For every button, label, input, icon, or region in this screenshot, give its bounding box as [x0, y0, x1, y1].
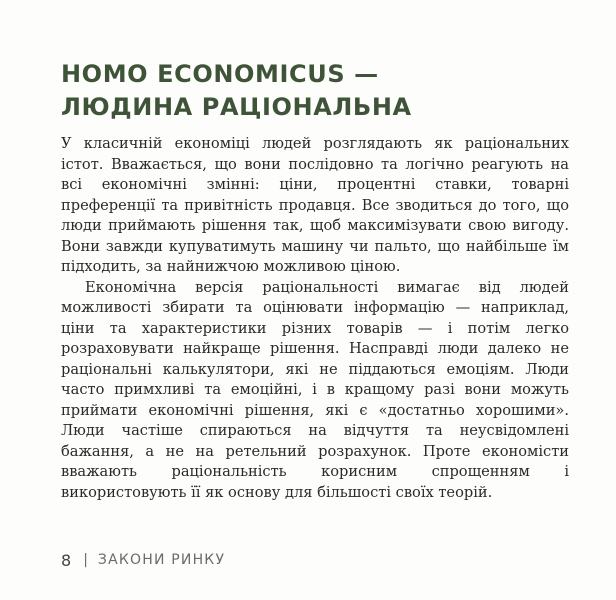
running-section-title: ЗАКОНИ РИНКУ [97, 552, 226, 568]
page-footer [61, 549, 225, 571]
paragraph-2: Економічна версія раціональності вимагає від людей можливості збирати та оцінювати інформацію — наприклад, ціни та характеристики різних товарів — і потім легко розраховувати найкраще рішення. Насправді люди далеко не раціональні калькулятори, які не піддаються емоціям. Люди часто примхливі та емоційні, і в кращому разі вони можуть приймати економічні рішення, які є «достатньо хорошими». Люди частіше спираються на відчуття та неусвідомлені бажання, а не на ретельний розрахунок. Проте економісти вважають раціональність корисним спрощенням і використовують її як основу для більшості своїх теорій. [61, 278, 569, 501]
section-heading-line-1: HOMO ECONOMICUS — [61, 60, 379, 88]
section-heading-line-2: ЛЮДИНА РАЦІОНАЛЬНА [61, 93, 412, 121]
paragraph-1: У класичній економіці людей розглядають як раціональних істот. Вважається, що вони послідовно та логічно реагують на всі економічні змінні: ціни, процентні ставки, товарні преференції та привітність продавця. Все зводиться до того, що люди приймають рішення так, щоб максимізувати свою вигоду. Вони завжди купуватимуть машину чи пальто, що найбільше їм підходить, за найнижчою можливою ціною. [61, 135, 569, 275]
section-heading [61, 58, 561, 124]
page-number: 8 [61, 550, 72, 570]
body-text [61, 134, 569, 503]
footer-divider: | [83, 552, 88, 568]
